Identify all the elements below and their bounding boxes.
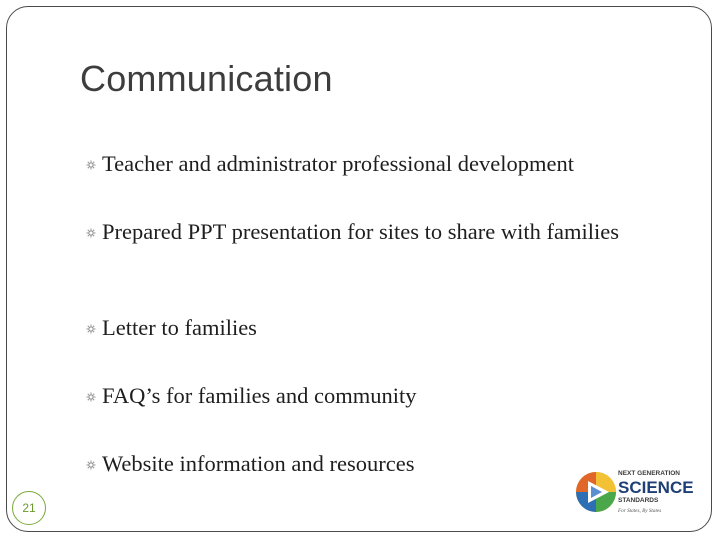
bullet-text: Website information and resources	[102, 451, 415, 476]
list-item	[82, 150, 682, 178]
sun-bullet-icon	[82, 314, 102, 342]
page-number: 21	[22, 501, 36, 515]
page-number-badge	[12, 491, 46, 525]
logo-tagline: For States, By States	[618, 508, 662, 514]
logo-line1: NEXT GENERATION	[618, 470, 680, 477]
logo-line3: STANDARDS	[618, 497, 659, 504]
logo-emblem-icon	[576, 472, 616, 512]
sun-bullet-icon	[82, 218, 102, 246]
bullet-text: Letter to families	[102, 315, 257, 340]
ngss-logo	[574, 462, 694, 518]
sun-bullet-icon	[82, 450, 102, 478]
bullet-text: FAQ’s for families and community	[102, 383, 417, 408]
sun-bullet-icon	[82, 150, 102, 178]
list-item	[82, 382, 682, 410]
slide-title: Communication	[80, 58, 333, 99]
bullet-text: Prepared PPT presentation for sites to share with families	[102, 219, 619, 244]
bullet-text: Teacher and administrator professional development	[102, 151, 575, 176]
sun-bullet-icon	[82, 382, 102, 410]
list-item	[82, 314, 682, 342]
logo-line2: SCIENCE	[618, 478, 694, 497]
list-item	[82, 218, 682, 246]
